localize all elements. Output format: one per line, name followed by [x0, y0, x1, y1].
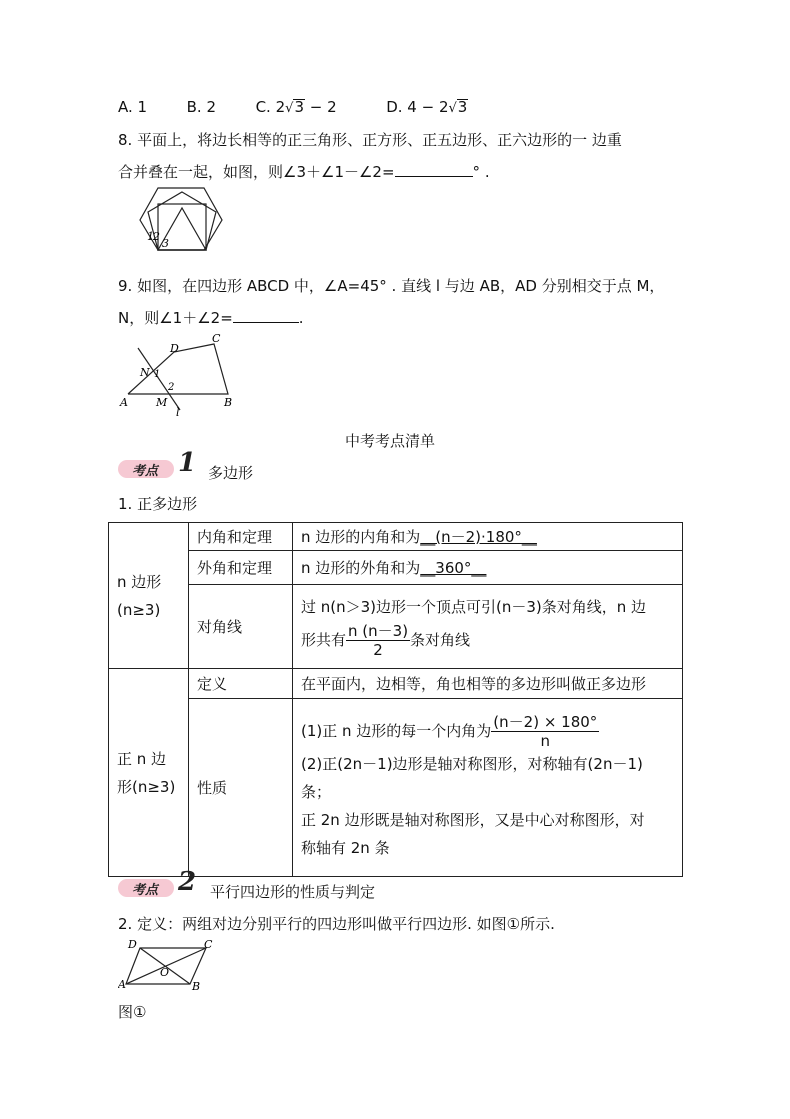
q9-line2: N，则∠1＋∠2= . [118, 309, 304, 327]
label-A: A [120, 396, 128, 409]
row-outer-label: 外角和定理 [189, 551, 293, 585]
angle-label-1: 1 [147, 230, 154, 243]
row-definition-label: 定义 [189, 669, 293, 699]
option-d: D. 4 − 2√3 [386, 98, 468, 116]
section-title: 中考考点清单 [345, 432, 436, 450]
q8-line2: 合并叠在一起，如图，则∠3＋∠1－∠2= ° . [118, 163, 490, 181]
interior-angle-fraction: $\frac{(n-2) \times 180^\circ}{n}$ [493, 713, 598, 750]
label-M: M [156, 396, 168, 409]
option-c: C. 2√3 − 2 [255, 98, 337, 116]
label-B: B [224, 396, 233, 409]
diagonal-fraction: $\frac{n (n-3)}{2}$ [348, 621, 409, 659]
q7-options [118, 98, 468, 116]
row-diagonal-content: 过 n(n＞3)边形一个顶点可引(n－3)条对角线，n 边 形共有 $\frac{n (n-3)}{2}$ 条对角线 [293, 585, 683, 669]
item1-title: 1. 正多边形 [118, 495, 198, 513]
kaodian-badge-text: 考点 [132, 883, 159, 898]
item2-definition: 2. 定义：两组对边分别平行的四边形叫做平行四边形. 如图①所示. [118, 915, 555, 933]
label-C: C [212, 334, 221, 345]
q8-line1: 8. 平面上，将边长相等的正三角形、正方形、正五边形、正六边形的一 边重 [118, 131, 622, 149]
label-l: l [176, 406, 180, 418]
angle-label-1: 1 [154, 369, 161, 380]
label-O: O [160, 966, 170, 979]
regular-polygon-table [108, 522, 683, 877]
row-property-label: 性质 [189, 699, 293, 877]
kaodian-title: 多边形 [208, 464, 254, 482]
group-regular-label: 正 n 边 形(n≥3) [109, 669, 189, 877]
row-inner-label: 内角和定理 [189, 523, 293, 551]
label-A: A [118, 978, 126, 991]
polygon-overlay-figure [136, 180, 226, 258]
parallelogram-figure [118, 938, 214, 994]
row-definition-content: 在平面内，边相等，角也相等的多边形叫做正多边形 [293, 669, 683, 699]
label-B: B [192, 980, 201, 993]
kaodian-number: 2 [178, 867, 197, 897]
angle-label-2: 2 [153, 230, 160, 243]
label-D: D [170, 342, 179, 355]
label-N: N [140, 366, 150, 379]
row-diagonal-label: 对角线 [189, 585, 293, 669]
kaodian-badge-text: 考点 [132, 464, 159, 479]
row-inner-content: n 边形的内角和为__(n－2)·180°__ [293, 523, 683, 551]
label-C: C [204, 938, 213, 951]
group-polygon-label: n 边形 (n≥3) [109, 523, 189, 669]
option-a: A. 1 [118, 98, 148, 116]
option-b: B. 2 [186, 98, 217, 116]
q9-line1: 9. 如图，在四边形 ABCD 中，∠A=45° . 直线 l 与边 AB，AD 分别相交于点 M， [118, 277, 665, 295]
quadrilateral-figure [116, 334, 242, 418]
angle-label-3: 3 [162, 237, 169, 250]
kaodian-number: 1 [178, 448, 197, 478]
label-D: D [128, 938, 137, 951]
row-outer-content: n 边形的外角和为__360°__ [293, 551, 683, 585]
figure-caption: 图① [118, 1003, 147, 1021]
kaodian-title: 平行四边形的性质与判定 [210, 883, 376, 901]
row-property-content: (1)正 n 边形的每一个内角为 $\frac{(n-2) \times 180^\circ}{n}$ (2)正(2n－1)边形是轴对称图形，对称轴有(2n－1) 条； 正 2n 边形既是轴对称图形，又是中心对称图形，对 称轴有 2n 条 [293, 699, 683, 877]
angle-label-2: 2 [168, 382, 175, 393]
